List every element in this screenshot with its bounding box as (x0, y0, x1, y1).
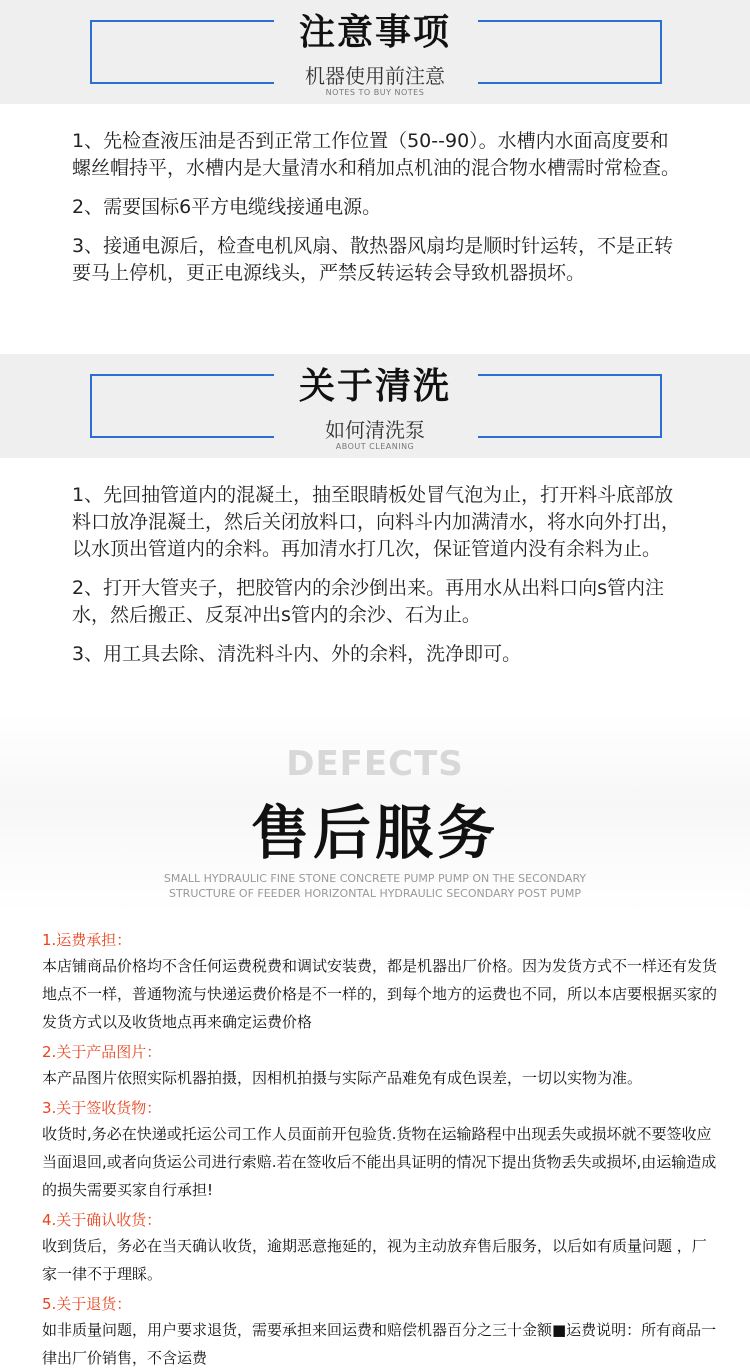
cleaning-subtitle: 如何清洗泵 (325, 418, 425, 442)
after-sales-en-line-2: STRUCTURE OF FEEDER HORIZONTAL HYDRAULIC SECONDARY POST PUMP (168, 887, 581, 900)
notice-content (0, 104, 750, 354)
term-heading: 5.关于退货： (42, 1295, 132, 1313)
term-heading: 1.运费承担： (42, 931, 132, 949)
after-sales-en-line-1: SMALL HYDRAULIC FINE STONE CONCRETE PUMP PUMP ON THE SECONDARY (163, 872, 587, 885)
defects-watermark: DEFECTS (286, 744, 464, 784)
notice-title: 注意事项 (298, 12, 451, 53)
notice-en-caption: NOTES TO BUY NOTES (325, 88, 425, 97)
term-heading: 3.关于签收货物： (42, 1099, 162, 1117)
cleaning-item-1: 1、先回抽管道内的混凝土，抽至眼睛板处冒气泡为止，打开料斗底部放料口放净混凝土，然后关闭放料口，向料斗内加满清水，将水向外打出，以水顶出管道内的余料。再加清水打几次，保证管道内没有余料为止。 (72, 484, 681, 560)
notice-header (0, 0, 750, 104)
notice-item-1: 1、先检查液压油是否到正常工作位置（50--90）。水槽内水面高度要和螺丝帽持平，水槽内是大量清水和稍加点机油的混合物水槽需时常检查。 (72, 130, 681, 179)
term-heading: 4.关于确认收货： (42, 1211, 162, 1229)
term-body: 本产品图片依照实际机器拍摄，因相机拍摄与实际产品难免有成色误差，一切以实物为准。 (42, 1069, 643, 1087)
notice-item-2: 2、需要国标6平方电缆线接通电源。 (72, 196, 382, 218)
after-sales-terms (0, 914, 750, 1372)
after-sales-banner (0, 714, 750, 914)
cleaning-item-3: 3、用工具去除、清洗料斗内、外的余料，洗净即可。 (72, 643, 522, 665)
notice-subtitle: 机器使用前注意 (305, 64, 445, 88)
cleaning-header (0, 354, 750, 458)
term-body: 如非质量问题，用户要求退货，需要承担来回运费和赔偿机器百分之三十金额■运费说明：所有商品一律出厂价销售，不含运费 (42, 1321, 717, 1367)
notice-item-3: 3、接通电源后，检查电机风扇、散热器风扇均是顺时针运转，不是正转要马上停机，更正电源线头，严禁反转运转会导致机器损坏。 (72, 235, 674, 284)
cleaning-en-caption: ABOUT CLEANING (335, 442, 415, 451)
term-body: 本店铺商品价格均不含任何运费税费和调试安装费，都是机器出厂价格。因为发货方式不一样还有发货地点不一样，普通物流与快递运费价格是不一样的，到每个地方的运费也不同，所以本店要根据买家的发货方式以及收货地点再来确定运费价格 (42, 957, 718, 1031)
after-sales-title: 售后服务 (250, 799, 499, 867)
cleaning-title: 关于清洗 (298, 366, 451, 407)
term-body: 收到货后，务必在当天确认收货，逾期恶意拖延的，视为主动放弃售后服务，以后如有质量问题 ，厂家一律不于理睬。 (42, 1237, 707, 1283)
cleaning-content (0, 458, 750, 714)
term-heading: 2.关于产品图片： (42, 1043, 162, 1061)
term-body: 收货时,务必在快递或托运公司工作人员面前开包验货.货物在运输路程中出现丢失或损坏就不要签收应当面退回,或者向货运公司进行索赔.若在签收后不能出具证明的情况下提出货物丢失或损坏,由运输造成的损失需要买家自行承担! (42, 1125, 717, 1199)
cleaning-item-2: 2、打开大管夹子，把胶管内的余沙倒出来。再用水从出料口向s管内注水，然后搬正、反泵冲出s管内的余沙、石为止。 (72, 577, 664, 626)
